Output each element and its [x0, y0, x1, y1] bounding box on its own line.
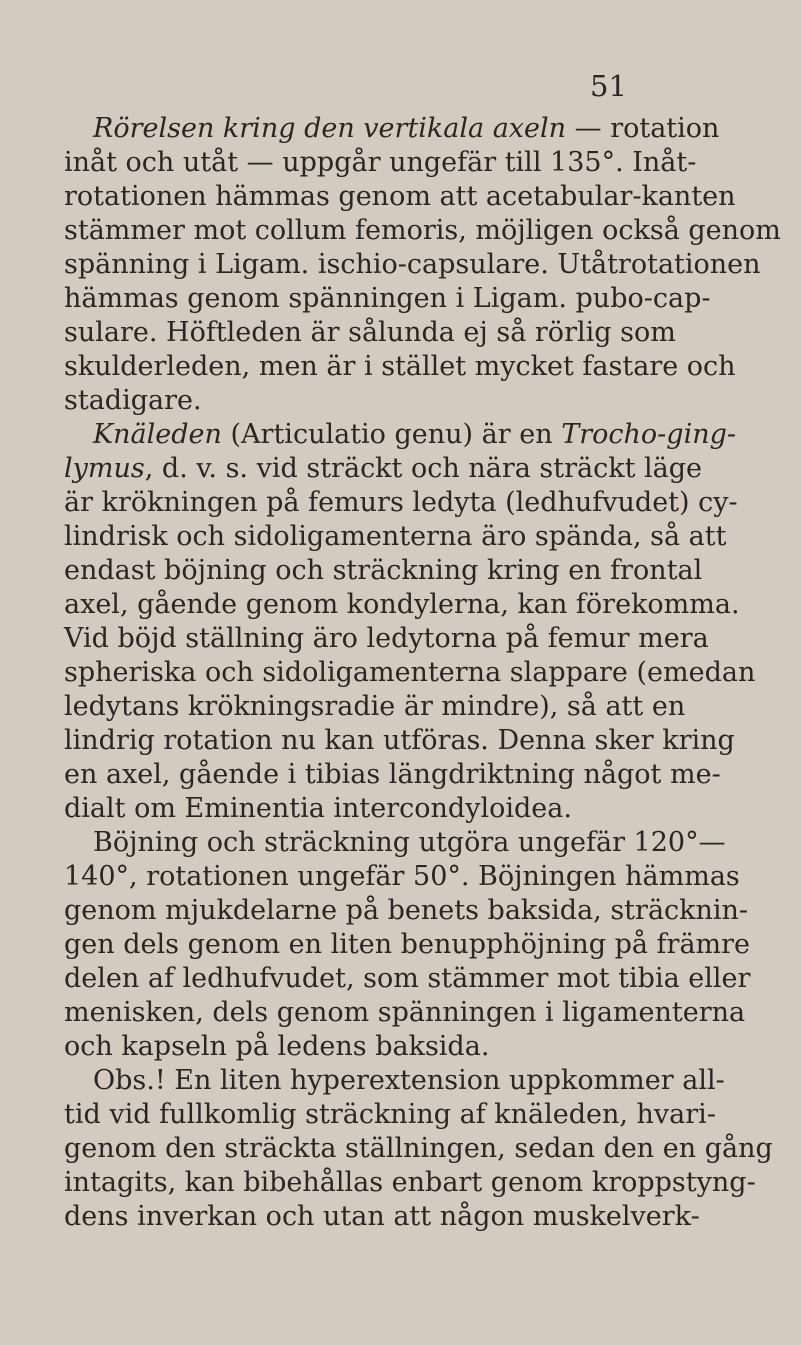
line-text: genom mjukdelarne på benets baksida, sträcknin-	[64, 895, 749, 926]
line-text: dialt om Eminentia intercondyloidea.	[64, 793, 572, 824]
line-text: spänning i Ligam. ischio-capsulare. Utåtrotationen	[64, 249, 761, 280]
italic-term: lymus	[64, 453, 145, 484]
line-text: sulare. Höftleden är sålunda ej så rörlig som	[64, 317, 676, 348]
line-text: (Articulatio genu) är en	[221, 419, 562, 450]
line-text: , d. v. s. vid sträckt och nära sträckt läge	[144, 453, 703, 484]
line-text: — rotation	[566, 113, 720, 144]
line-text: spheriska och sidoligamenterna slappare (emedan	[64, 657, 756, 688]
line-text: lindrisk och sidoligamenterna äro spända, så att	[64, 521, 727, 552]
line-text: stämmer mot collum femoris, möjligen också genom	[64, 215, 781, 246]
line-text: och kapseln på ledens baksida.	[64, 1031, 490, 1062]
line-text: är krökningen på femurs ledyta (ledhufvudet) cy-	[64, 487, 738, 518]
line-text: intagits, kan bibehållas enbart genom kroppstyng-	[64, 1167, 756, 1198]
italic-term: Trocho-ging-	[561, 419, 736, 450]
line-text: en axel, gående i tibias längdriktning något me-	[64, 759, 721, 790]
line-text: dens inverkan och utan att någon muskelverk-	[64, 1201, 700, 1232]
italic-heading: Knäleden	[93, 419, 222, 450]
line-text: endast böjning och sträckning kring en frontal	[64, 555, 703, 586]
line-text: gen dels genom en liten benupphöjning på främre	[64, 929, 751, 960]
line-text: rotationen hämmas genom att acetabular-kanten	[64, 181, 736, 212]
line-text: hämmas genom spänningen i Ligam. pubo-cap-	[64, 283, 711, 314]
line-text: tid vid fullkomlig sträckning af knäleden, hvari-	[64, 1099, 716, 1130]
line-text: axel, gående genom kondylerna, kan förekomma.	[64, 589, 740, 620]
line-text: Böjning och sträckning utgöra ungefär 120°—	[93, 827, 726, 858]
line-text: skulderleden, men är i stället mycket fastare och	[64, 351, 736, 382]
line-text: genom den sträckta ställningen, sedan den en gång	[64, 1133, 773, 1164]
page-number: 51	[590, 69, 627, 103]
italic-heading: Rörelsen kring den vertikala axeln	[93, 113, 567, 144]
line-text: delen af ledhufvudet, som stämmer mot tibia eller	[64, 963, 751, 994]
line-text: stadigare.	[64, 385, 202, 416]
line-text: menisken, dels genom spänningen i ligamenterna	[64, 997, 746, 1028]
line-text: Obs.! En liten hyperextension uppkommer all-	[93, 1065, 725, 1096]
line-text: 140°, rotationen ungefär 50°. Böjningen hämmas	[64, 861, 740, 892]
line-text: inåt och utåt — uppgår ungefär till 135°. Inåt-	[64, 147, 697, 178]
text-line	[64, 1197, 700, 1237]
line-text: lindrig rotation nu kan utföras. Denna sker kring	[64, 725, 735, 756]
body-text	[0, 109, 801, 1232]
line-text: ledytans krökningsradie är mindre), så att en	[64, 691, 686, 722]
line-text: Vid böjd ställning äro ledytorna på femur mera	[64, 623, 709, 654]
